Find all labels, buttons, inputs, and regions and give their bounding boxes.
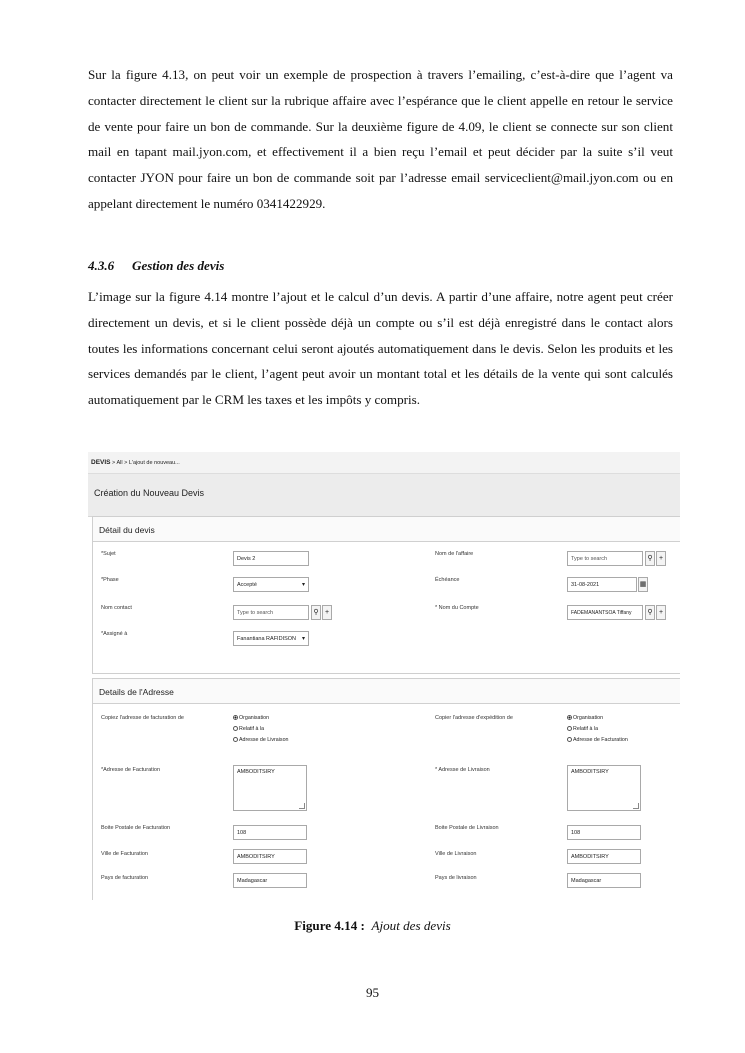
caption-label: Figure 4.14 : — [294, 918, 365, 933]
breadcrumb-module[interactable]: DEVIS — [91, 459, 111, 466]
radio-relatif-left[interactable]: Relatif à la — [233, 726, 264, 732]
nom-contact-label: Nom contact — [101, 605, 132, 611]
add-icon[interactable]: + — [656, 605, 666, 620]
figure-caption — [0, 918, 745, 934]
nom-contact-input[interactable]: Type to search — [233, 605, 309, 620]
breadcrumb — [88, 452, 680, 474]
add-icon[interactable]: + — [656, 551, 666, 566]
compte-input[interactable]: FADEMANANTSOA Tiffany — [567, 605, 643, 620]
radio-organisation-right[interactable]: Organisation — [567, 715, 603, 721]
breadcrumb-path: > All > L'ajout de nouveau... — [110, 460, 180, 466]
caption-text: Ajout des devis — [371, 918, 451, 933]
page-title: Création du Nouveau Devis — [94, 488, 205, 498]
detail-panel-title: Détail du devis — [93, 517, 680, 542]
radio-facturation-right[interactable]: Adresse de Facturation — [567, 737, 628, 743]
paragraph-devis: L’image sur la figure 4.14 montre l’ajout et le calcul d’un devis. A partir d’une affaire, notre agent peut créer directement un devis, et si le client possède déjà un compte ou s’il est déjà enregistré dans le contact alors toutes les informations concernant celui seront ajoutés automatiquement dans le devis. Selon les produits et les services demandés par le client, l’agent peut avoir un montant total et les détails de la vente qui sont calculés automatiquement par le CRM les taxes et les impôts y compris. — [88, 289, 673, 408]
pays-facturation-label: Pays de facturation — [101, 875, 149, 881]
paragraph-emailing: Sur la figure 4.13, on peut voir un exemple de prospection à travers l’emailing, c’est-à-dire que l’agent va contacter directement le client sur la rubrique affaire avec l’espérance que le client appelle en retour le service de vente pour faire un bon de commande. Sur la deuxième figure de 4.09, le client se connecte sur son client mail en tapant mail.jyon.com, et effectivement il a bien reçu l’email et peut décider par la suite s’il veut contacter JYON pour faire un bon de commande soit par l’adresse email serviceclient@mail.jyon.com ou en appelant directement le numéro 0341422929. — [88, 67, 673, 211]
add-icon[interactable]: + — [322, 605, 332, 620]
assigne-select[interactable]: Fanantiana RAFIDISON ▾ — [233, 631, 309, 646]
assigne-label: *Assigné à — [101, 631, 128, 637]
adresse-panel-title: Details de l'Adresse — [93, 679, 680, 704]
echeance-label: Échéance — [435, 577, 460, 583]
ville-facturation-label: Ville de Facturation — [101, 851, 148, 857]
page-number: 95 — [365, 985, 380, 1000]
bp-facturation-input[interactable]: 108 — [233, 825, 307, 840]
pays-livraison-label: Pays de livraison — [435, 875, 477, 881]
radio-organisation-left[interactable]: Organisation — [233, 715, 269, 721]
bp-facturation-label: Boite Postale de Facturation — [101, 825, 171, 831]
affaire-input[interactable]: Type to search — [567, 551, 643, 566]
echeance-input[interactable]: 31-08-2021 — [567, 577, 637, 592]
copier-expedition-label: Copier l'adresse d'expédition de — [435, 715, 513, 721]
affaire-label: Nom de l'affaire — [435, 551, 474, 557]
ville-livraison-label: Ville de Livraison — [435, 851, 477, 857]
page-header — [88, 474, 680, 517]
sujet-label: *Sujet — [101, 551, 116, 557]
compte-label: * Nom du Compte — [435, 605, 479, 611]
copier-facturation-label: Copiez l'adresse de facturation de — [101, 715, 184, 721]
adresse-panel — [92, 678, 680, 900]
section-heading — [88, 258, 224, 274]
adresse-livraison-textarea[interactable]: AMBODITSIRY — [567, 765, 641, 811]
sujet-input[interactable]: Devis 2 — [233, 551, 309, 566]
adresse-facturation-label: *Adresse de Facturation — [101, 767, 161, 773]
radio-relatif-right[interactable]: Relatif à la — [567, 726, 598, 732]
search-icon[interactable]: ⚲ — [645, 551, 655, 566]
bp-livraison-label: Boite Postale de Livraison — [435, 825, 499, 831]
adresse-livraison-label: * Adresse de Livraison — [435, 767, 490, 773]
detail-panel — [92, 516, 680, 674]
search-icon[interactable]: ⚲ — [311, 605, 321, 620]
ville-livraison-input[interactable]: AMBODITSIRY — [567, 849, 641, 864]
bp-livraison-input[interactable]: 108 — [567, 825, 641, 840]
section-title: Gestion des devis — [132, 258, 225, 273]
pays-livraison-input[interactable]: Madagascar — [567, 873, 641, 888]
phase-select[interactable]: Accepté ▾ — [233, 577, 309, 592]
radio-livraison-left[interactable]: Adresse de Livraison — [233, 737, 288, 743]
devis-screenshot — [88, 452, 680, 900]
ville-facturation-input[interactable]: AMBODITSIRY — [233, 849, 307, 864]
adresse-facturation-textarea[interactable]: AMBODITSIRY — [233, 765, 307, 811]
calendar-icon[interactable]: ▦ — [638, 577, 648, 592]
section-number: 4.3.6 — [88, 258, 115, 273]
pays-facturation-input[interactable]: Madagascar — [233, 873, 307, 888]
phase-label: *Phase — [101, 577, 119, 583]
search-icon[interactable]: ⚲ — [645, 605, 655, 620]
